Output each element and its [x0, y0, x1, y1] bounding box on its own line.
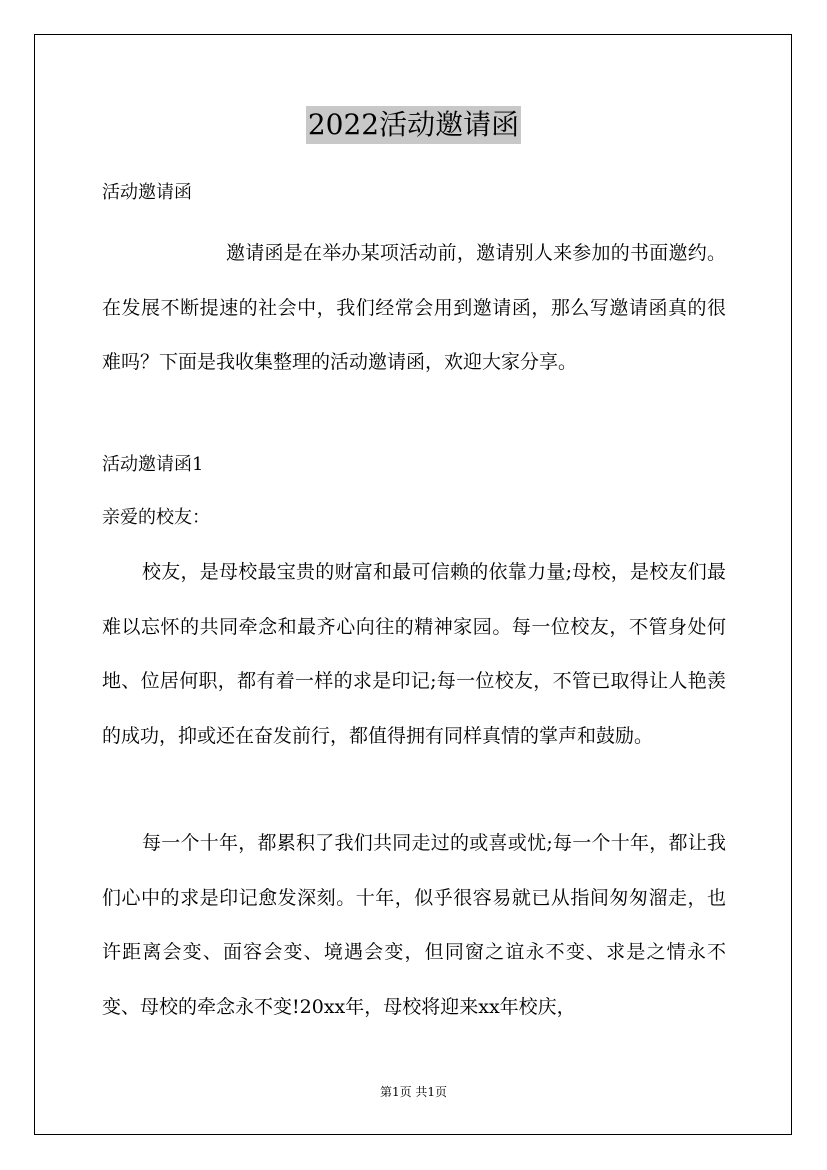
- document-subtitle: 活动邀请函: [102, 182, 192, 203]
- document-title-text: 2022活动邀请函: [306, 106, 521, 144]
- document-title: [0, 104, 827, 144]
- body-paragraph-1: 校友，是母校最宝贵的财富和最可信赖的依靠力量;母校，是校友们最难以忘怀的共同牵念和最齐心向往的精神家园。每一位校友，不管身处何地、位居何职，都有着一样的求是印记;每一位校友，不管已取得让人艳羡的成功，抑或还在奋发前行，都值得拥有同样真情的掌声和鼓励。: [102, 561, 726, 747]
- page-footer: 第1页 共1页: [379, 1085, 448, 1099]
- body-paragraph-2: 每一个十年，都累积了我们共同走过的或喜或忧;每一个十年，都让我们心中的求是印记愈发深刻。十年，似乎很容易就已从指间匆匆溜走，也许距离会变、面容会变、境遇会变，但同窗之谊永不变、求是之情永不变、母校的牵念永不变!20xx年，母校将迎来xx年校庆，: [102, 832, 726, 1018]
- salutation: 亲爱的校友：: [102, 507, 210, 528]
- section-heading: 活动邀请函1: [102, 454, 204, 475]
- intro-paragraph: 邀请函是在举办某项活动前，邀请别人来参加的书面邀约。在发展不断提速的社会中，我们经常会用到邀请函，那么写邀请函真的很难吗？下面是我收集整理的活动邀请函，欢迎大家分享。: [102, 242, 726, 373]
